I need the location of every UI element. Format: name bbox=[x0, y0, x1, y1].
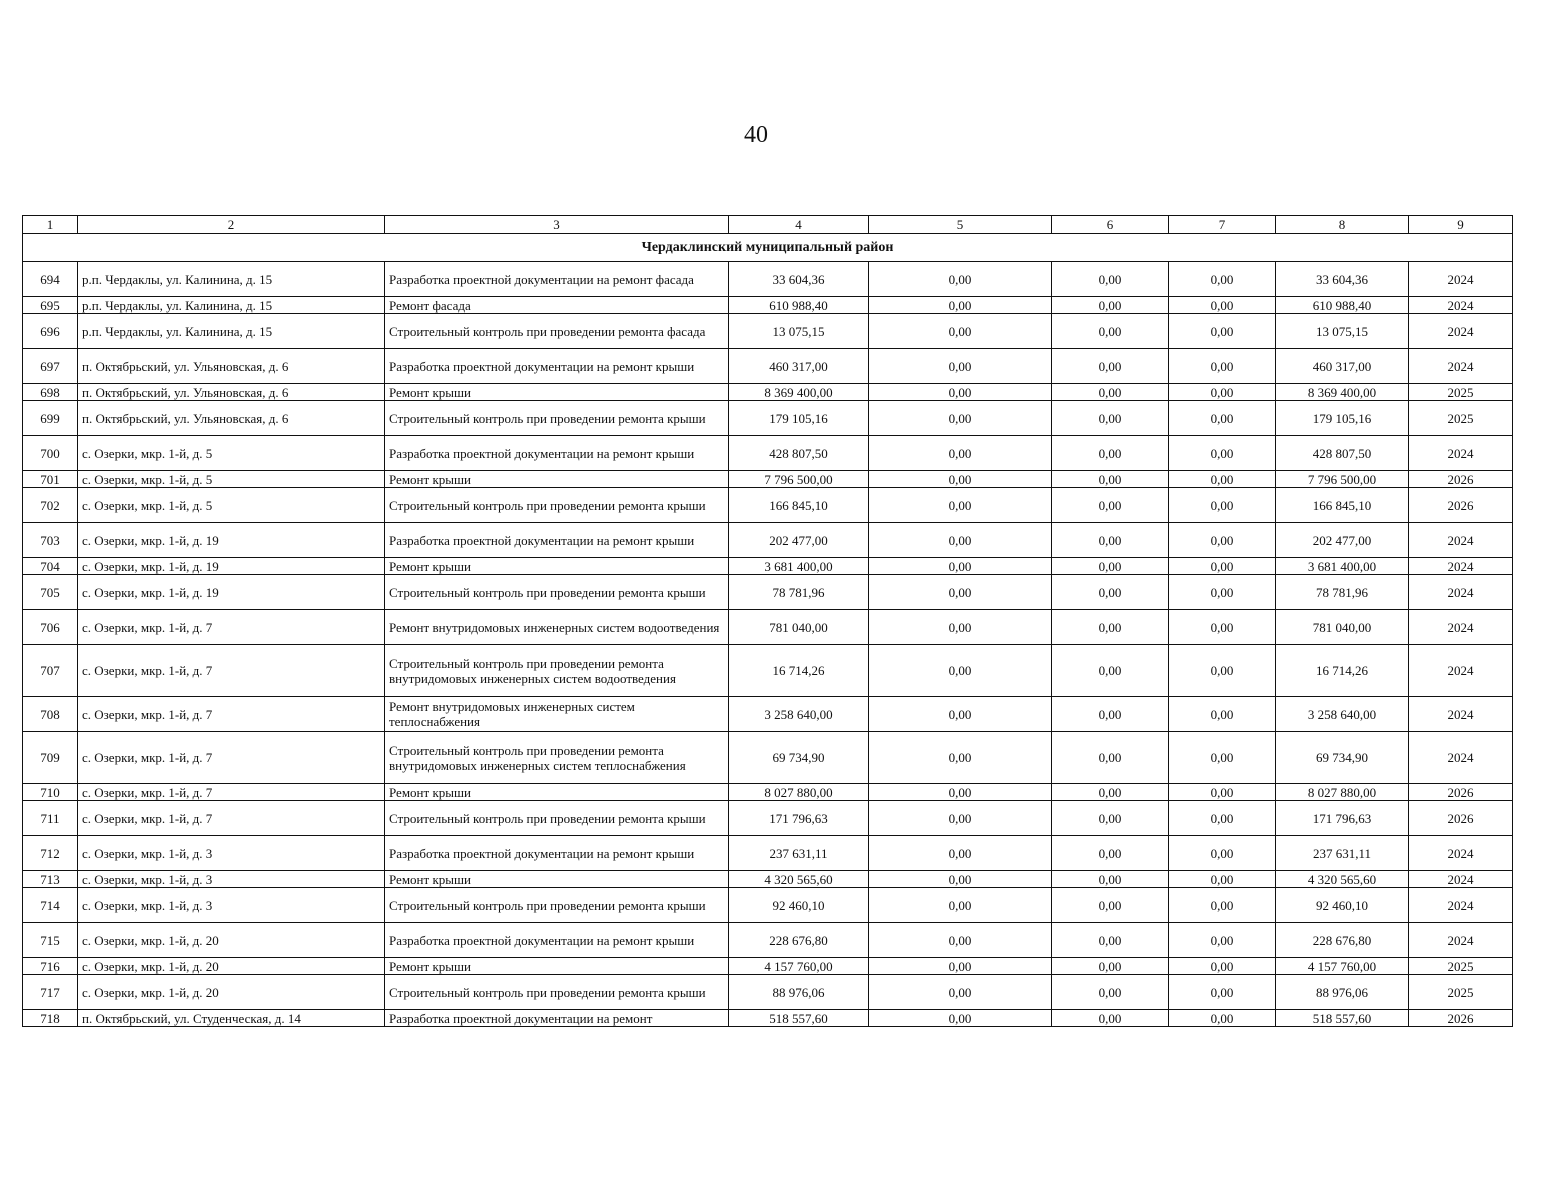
table-row bbox=[23, 575, 1513, 610]
address-cell: с. Озерки, мкр. 1-й, д. 19 bbox=[78, 575, 385, 610]
amount-col7: 0,00 bbox=[1169, 471, 1276, 488]
row-number: 708 bbox=[23, 697, 78, 732]
row-number: 716 bbox=[23, 958, 78, 975]
amount-col6: 0,00 bbox=[1052, 975, 1169, 1010]
amount-col6: 0,00 bbox=[1052, 958, 1169, 975]
row-number: 695 bbox=[23, 297, 78, 314]
table-row bbox=[23, 314, 1513, 349]
amount-col7: 0,00 bbox=[1169, 732, 1276, 784]
amount-col5: 0,00 bbox=[869, 575, 1052, 610]
amount-col8: 781 040,00 bbox=[1276, 610, 1409, 645]
amount-col7: 0,00 bbox=[1169, 436, 1276, 471]
amount-col8: 7 796 500,00 bbox=[1276, 471, 1409, 488]
amount-col5: 0,00 bbox=[869, 401, 1052, 436]
amount-col8: 33 604,36 bbox=[1276, 262, 1409, 297]
amount-col5: 0,00 bbox=[869, 262, 1052, 297]
amount-col7: 0,00 bbox=[1169, 888, 1276, 923]
amount-col5: 0,00 bbox=[869, 645, 1052, 697]
address-cell: с. Озерки, мкр. 1-й, д. 5 bbox=[78, 471, 385, 488]
table-row bbox=[23, 436, 1513, 471]
row-number: 694 bbox=[23, 262, 78, 297]
work-type-cell: Строительный контроль при проведении ремонта крыши bbox=[385, 975, 729, 1010]
work-type-cell: Строительный контроль при проведении ремонта фасада bbox=[385, 314, 729, 349]
work-type-cell: Строительный контроль при проведении ремонта крыши bbox=[385, 801, 729, 836]
amount-col8: 8 369 400,00 bbox=[1276, 384, 1409, 401]
amount-col5: 0,00 bbox=[869, 297, 1052, 314]
amount-col5: 0,00 bbox=[869, 888, 1052, 923]
year-cell: 2024 bbox=[1409, 558, 1513, 575]
address-cell: с. Озерки, мкр. 1-й, д. 3 bbox=[78, 871, 385, 888]
amount-col6: 0,00 bbox=[1052, 732, 1169, 784]
table-row bbox=[23, 958, 1513, 975]
amount-total: 202 477,00 bbox=[729, 523, 869, 558]
amount-col7: 0,00 bbox=[1169, 975, 1276, 1010]
amount-col7: 0,00 bbox=[1169, 297, 1276, 314]
table-row bbox=[23, 645, 1513, 697]
amount-col8: 202 477,00 bbox=[1276, 523, 1409, 558]
amount-col8: 237 631,11 bbox=[1276, 836, 1409, 871]
row-number: 696 bbox=[23, 314, 78, 349]
amount-col7: 0,00 bbox=[1169, 314, 1276, 349]
year-cell: 2026 bbox=[1409, 784, 1513, 801]
year-cell: 2024 bbox=[1409, 923, 1513, 958]
row-number: 707 bbox=[23, 645, 78, 697]
year-cell: 2026 bbox=[1409, 801, 1513, 836]
table-row bbox=[23, 488, 1513, 523]
amount-col8: 460 317,00 bbox=[1276, 349, 1409, 384]
amount-col8: 3 258 640,00 bbox=[1276, 697, 1409, 732]
address-cell: с. Озерки, мкр. 1-й, д. 20 bbox=[78, 958, 385, 975]
amount-col5: 0,00 bbox=[869, 697, 1052, 732]
row-number: 697 bbox=[23, 349, 78, 384]
amount-col8: 428 807,50 bbox=[1276, 436, 1409, 471]
amount-col5: 0,00 bbox=[869, 923, 1052, 958]
row-number: 704 bbox=[23, 558, 78, 575]
address-cell: с. Озерки, мкр. 1-й, д. 7 bbox=[78, 732, 385, 784]
amount-total: 7 796 500,00 bbox=[729, 471, 869, 488]
year-cell: 2024 bbox=[1409, 610, 1513, 645]
table-row bbox=[23, 401, 1513, 436]
address-cell: с. Озерки, мкр. 1-й, д. 7 bbox=[78, 697, 385, 732]
amount-col6: 0,00 bbox=[1052, 888, 1169, 923]
year-cell: 2025 bbox=[1409, 401, 1513, 436]
column-number: 1 bbox=[23, 216, 78, 234]
column-number: 5 bbox=[869, 216, 1052, 234]
amount-col6: 0,00 bbox=[1052, 1010, 1169, 1027]
table-row bbox=[23, 1010, 1513, 1027]
work-type-cell: Разработка проектной документации на ремонт крыши bbox=[385, 836, 729, 871]
amount-col8: 92 460,10 bbox=[1276, 888, 1409, 923]
work-type-cell: Разработка проектной документации на ремонт крыши bbox=[385, 436, 729, 471]
amount-col8: 13 075,15 bbox=[1276, 314, 1409, 349]
amount-col8: 69 734,90 bbox=[1276, 732, 1409, 784]
amount-total: 228 676,80 bbox=[729, 923, 869, 958]
amount-col8: 3 681 400,00 bbox=[1276, 558, 1409, 575]
column-number: 7 bbox=[1169, 216, 1276, 234]
table-row bbox=[23, 871, 1513, 888]
work-type-cell: Разработка проектной документации на ремонт крыши bbox=[385, 923, 729, 958]
year-cell: 2026 bbox=[1409, 1010, 1513, 1027]
amount-col7: 0,00 bbox=[1169, 262, 1276, 297]
amount-col8: 610 988,40 bbox=[1276, 297, 1409, 314]
year-cell: 2024 bbox=[1409, 697, 1513, 732]
address-cell: с. Озерки, мкр. 1-й, д. 19 bbox=[78, 523, 385, 558]
amount-total: 13 075,15 bbox=[729, 314, 869, 349]
address-cell: р.п. Чердаклы, ул. Калинина, д. 15 bbox=[78, 297, 385, 314]
table-row bbox=[23, 297, 1513, 314]
table-row bbox=[23, 610, 1513, 645]
amount-col7: 0,00 bbox=[1169, 575, 1276, 610]
address-cell: п. Октябрьский, ул. Ульяновская, д. 6 bbox=[78, 384, 385, 401]
table-row bbox=[23, 697, 1513, 732]
year-cell: 2024 bbox=[1409, 297, 1513, 314]
address-cell: п. Октябрьский, ул. Ульяновская, д. 6 bbox=[78, 401, 385, 436]
amount-total: 166 845,10 bbox=[729, 488, 869, 523]
row-number: 698 bbox=[23, 384, 78, 401]
amount-col6: 0,00 bbox=[1052, 871, 1169, 888]
amount-col6: 0,00 bbox=[1052, 488, 1169, 523]
row-number: 713 bbox=[23, 871, 78, 888]
amount-col6: 0,00 bbox=[1052, 575, 1169, 610]
work-type-cell: Ремонт крыши bbox=[385, 384, 729, 401]
row-number: 701 bbox=[23, 471, 78, 488]
table-row bbox=[23, 349, 1513, 384]
amount-col6: 0,00 bbox=[1052, 645, 1169, 697]
amount-col6: 0,00 bbox=[1052, 610, 1169, 645]
amount-total: 610 988,40 bbox=[729, 297, 869, 314]
year-cell: 2024 bbox=[1409, 888, 1513, 923]
amount-col5: 0,00 bbox=[869, 975, 1052, 1010]
address-cell: с. Озерки, мкр. 1-й, д. 7 bbox=[78, 784, 385, 801]
table-row bbox=[23, 558, 1513, 575]
address-cell: п. Октябрьский, ул. Ульяновская, д. 6 bbox=[78, 349, 385, 384]
page-number: 40 bbox=[744, 122, 768, 148]
address-cell: с. Озерки, мкр. 1-й, д. 20 bbox=[78, 975, 385, 1010]
amount-col5: 0,00 bbox=[869, 314, 1052, 349]
amount-col7: 0,00 bbox=[1169, 610, 1276, 645]
amount-col5: 0,00 bbox=[869, 436, 1052, 471]
amount-col6: 0,00 bbox=[1052, 784, 1169, 801]
amount-total: 428 807,50 bbox=[729, 436, 869, 471]
amount-col6: 0,00 bbox=[1052, 384, 1169, 401]
year-cell: 2025 bbox=[1409, 975, 1513, 1010]
amount-col8: 171 796,63 bbox=[1276, 801, 1409, 836]
address-cell: с. Озерки, мкр. 1-й, д. 5 bbox=[78, 488, 385, 523]
amount-col5: 0,00 bbox=[869, 732, 1052, 784]
row-number: 711 bbox=[23, 801, 78, 836]
table-row bbox=[23, 384, 1513, 401]
amount-col7: 0,00 bbox=[1169, 801, 1276, 836]
row-number: 700 bbox=[23, 436, 78, 471]
work-type-cell: Ремонт внутридомовых инженерных систем теплоснабжения bbox=[385, 697, 729, 732]
year-cell: 2024 bbox=[1409, 732, 1513, 784]
year-cell: 2025 bbox=[1409, 958, 1513, 975]
amount-col6: 0,00 bbox=[1052, 262, 1169, 297]
amount-col6: 0,00 bbox=[1052, 801, 1169, 836]
row-number: 717 bbox=[23, 975, 78, 1010]
row-number: 703 bbox=[23, 523, 78, 558]
amount-total: 4 157 760,00 bbox=[729, 958, 869, 975]
year-cell: 2025 bbox=[1409, 384, 1513, 401]
amount-col5: 0,00 bbox=[869, 958, 1052, 975]
amount-total: 69 734,90 bbox=[729, 732, 869, 784]
column-number: 6 bbox=[1052, 216, 1169, 234]
address-cell: с. Озерки, мкр. 1-й, д. 20 bbox=[78, 923, 385, 958]
table-row bbox=[23, 784, 1513, 801]
year-cell: 2024 bbox=[1409, 836, 1513, 871]
amount-total: 518 557,60 bbox=[729, 1010, 869, 1027]
amount-col6: 0,00 bbox=[1052, 349, 1169, 384]
row-number: 710 bbox=[23, 784, 78, 801]
row-number: 699 bbox=[23, 401, 78, 436]
amount-col5: 0,00 bbox=[869, 1010, 1052, 1027]
amount-total: 3 681 400,00 bbox=[729, 558, 869, 575]
table-row bbox=[23, 732, 1513, 784]
column-number: 8 bbox=[1276, 216, 1409, 234]
row-number: 715 bbox=[23, 923, 78, 958]
work-type-cell: Разработка проектной документации на ремонт фасада bbox=[385, 262, 729, 297]
amount-col8: 16 714,26 bbox=[1276, 645, 1409, 697]
year-cell: 2024 bbox=[1409, 645, 1513, 697]
amount-col7: 0,00 bbox=[1169, 401, 1276, 436]
amount-total: 78 781,96 bbox=[729, 575, 869, 610]
year-cell: 2024 bbox=[1409, 523, 1513, 558]
amount-col8: 88 976,06 bbox=[1276, 975, 1409, 1010]
amount-col6: 0,00 bbox=[1052, 697, 1169, 732]
amount-col6: 0,00 bbox=[1052, 314, 1169, 349]
table-row bbox=[23, 836, 1513, 871]
amount-col6: 0,00 bbox=[1052, 836, 1169, 871]
amount-col7: 0,00 bbox=[1169, 836, 1276, 871]
amount-col7: 0,00 bbox=[1169, 645, 1276, 697]
work-type-cell: Строительный контроль при проведении ремонта крыши bbox=[385, 575, 729, 610]
amount-col7: 0,00 bbox=[1169, 349, 1276, 384]
address-cell: с. Озерки, мкр. 1-й, д. 19 bbox=[78, 558, 385, 575]
amount-col7: 0,00 bbox=[1169, 784, 1276, 801]
amount-col7: 0,00 bbox=[1169, 523, 1276, 558]
work-type-cell: Строительный контроль при проведении ремонта крыши bbox=[385, 488, 729, 523]
year-cell: 2024 bbox=[1409, 262, 1513, 297]
work-type-cell: Ремонт крыши bbox=[385, 558, 729, 575]
amount-col7: 0,00 bbox=[1169, 871, 1276, 888]
table-row bbox=[23, 888, 1513, 923]
column-number: 3 bbox=[385, 216, 729, 234]
column-number-row bbox=[23, 216, 1513, 234]
address-cell: с. Озерки, мкр. 1-й, д. 3 bbox=[78, 888, 385, 923]
year-cell: 2024 bbox=[1409, 871, 1513, 888]
address-cell: п. Октябрьский, ул. Студенческая, д. 14 bbox=[78, 1010, 385, 1027]
column-number: 4 bbox=[729, 216, 869, 234]
work-type-cell: Строительный контроль при проведении ремонта внутридомовых инженерных систем теплоснабжения bbox=[385, 732, 729, 784]
row-number: 709 bbox=[23, 732, 78, 784]
amount-total: 4 320 565,60 bbox=[729, 871, 869, 888]
amount-col5: 0,00 bbox=[869, 836, 1052, 871]
address-cell: с. Озерки, мкр. 1-й, д. 5 bbox=[78, 436, 385, 471]
amount-col7: 0,00 bbox=[1169, 958, 1276, 975]
year-cell: 2024 bbox=[1409, 575, 1513, 610]
year-cell: 2026 bbox=[1409, 471, 1513, 488]
year-cell: 2024 bbox=[1409, 436, 1513, 471]
amount-total: 8 369 400,00 bbox=[729, 384, 869, 401]
row-number: 706 bbox=[23, 610, 78, 645]
work-type-cell: Ремонт фасада bbox=[385, 297, 729, 314]
amount-col7: 0,00 bbox=[1169, 488, 1276, 523]
amount-total: 16 714,26 bbox=[729, 645, 869, 697]
amount-col8: 518 557,60 bbox=[1276, 1010, 1409, 1027]
row-number: 712 bbox=[23, 836, 78, 871]
address-cell: р.п. Чердаклы, ул. Калинина, д. 15 bbox=[78, 314, 385, 349]
amount-col5: 0,00 bbox=[869, 610, 1052, 645]
amount-col7: 0,00 bbox=[1169, 923, 1276, 958]
amount-col7: 0,00 bbox=[1169, 558, 1276, 575]
amount-total: 8 027 880,00 bbox=[729, 784, 869, 801]
amount-col7: 0,00 bbox=[1169, 1010, 1276, 1027]
amount-total: 88 976,06 bbox=[729, 975, 869, 1010]
year-cell: 2026 bbox=[1409, 488, 1513, 523]
work-type-cell: Разработка проектной документации на ремонт bbox=[385, 1010, 729, 1027]
address-cell: с. Озерки, мкр. 1-й, д. 3 bbox=[78, 836, 385, 871]
register-table bbox=[22, 215, 1513, 1027]
amount-col8: 8 027 880,00 bbox=[1276, 784, 1409, 801]
amount-col5: 0,00 bbox=[869, 471, 1052, 488]
table-row bbox=[23, 975, 1513, 1010]
amount-col6: 0,00 bbox=[1052, 923, 1169, 958]
amount-total: 171 796,63 bbox=[729, 801, 869, 836]
section-row bbox=[23, 234, 1513, 262]
row-number: 718 bbox=[23, 1010, 78, 1027]
table-row bbox=[23, 923, 1513, 958]
amount-col8: 228 676,80 bbox=[1276, 923, 1409, 958]
amount-col6: 0,00 bbox=[1052, 401, 1169, 436]
section-title: Чердаклинский муниципальный район bbox=[23, 234, 1513, 262]
column-number: 2 bbox=[78, 216, 385, 234]
amount-col7: 0,00 bbox=[1169, 384, 1276, 401]
amount-col6: 0,00 bbox=[1052, 523, 1169, 558]
work-type-cell: Ремонт крыши bbox=[385, 784, 729, 801]
table-row bbox=[23, 523, 1513, 558]
table-row bbox=[23, 262, 1513, 297]
amount-col5: 0,00 bbox=[869, 871, 1052, 888]
amount-total: 179 105,16 bbox=[729, 401, 869, 436]
work-type-cell: Ремонт внутридомовых инженерных систем водоотведения bbox=[385, 610, 729, 645]
amount-col5: 0,00 bbox=[869, 784, 1052, 801]
table-row bbox=[23, 471, 1513, 488]
address-cell: р.п. Чердаклы, ул. Калинина, д. 15 bbox=[78, 262, 385, 297]
amount-col6: 0,00 bbox=[1052, 297, 1169, 314]
amount-total: 3 258 640,00 bbox=[729, 697, 869, 732]
amount-col6: 0,00 bbox=[1052, 471, 1169, 488]
amount-col6: 0,00 bbox=[1052, 558, 1169, 575]
amount-total: 33 604,36 bbox=[729, 262, 869, 297]
amount-col5: 0,00 bbox=[869, 488, 1052, 523]
amount-col8: 4 157 760,00 bbox=[1276, 958, 1409, 975]
work-type-cell: Разработка проектной документации на ремонт крыши bbox=[385, 349, 729, 384]
row-number: 702 bbox=[23, 488, 78, 523]
amount-col8: 166 845,10 bbox=[1276, 488, 1409, 523]
row-number: 714 bbox=[23, 888, 78, 923]
amount-total: 237 631,11 bbox=[729, 836, 869, 871]
amount-total: 781 040,00 bbox=[729, 610, 869, 645]
amount-col7: 0,00 bbox=[1169, 697, 1276, 732]
address-cell: с. Озерки, мкр. 1-й, д. 7 bbox=[78, 610, 385, 645]
amount-col5: 0,00 bbox=[869, 384, 1052, 401]
work-type-cell: Разработка проектной документации на ремонт крыши bbox=[385, 523, 729, 558]
row-number: 705 bbox=[23, 575, 78, 610]
address-cell: с. Озерки, мкр. 1-й, д. 7 bbox=[78, 801, 385, 836]
work-type-cell: Строительный контроль при проведении ремонта крыши bbox=[385, 888, 729, 923]
work-type-cell: Ремонт крыши bbox=[385, 471, 729, 488]
amount-col5: 0,00 bbox=[869, 801, 1052, 836]
column-number: 9 bbox=[1409, 216, 1513, 234]
amount-col6: 0,00 bbox=[1052, 436, 1169, 471]
amount-total: 460 317,00 bbox=[729, 349, 869, 384]
amount-col8: 78 781,96 bbox=[1276, 575, 1409, 610]
table-row bbox=[23, 801, 1513, 836]
amount-col8: 4 320 565,60 bbox=[1276, 871, 1409, 888]
year-cell: 2024 bbox=[1409, 314, 1513, 349]
address-cell: с. Озерки, мкр. 1-й, д. 7 bbox=[78, 645, 385, 697]
work-type-cell: Строительный контроль при проведении ремонта крыши bbox=[385, 401, 729, 436]
work-type-cell: Ремонт крыши bbox=[385, 871, 729, 888]
year-cell: 2024 bbox=[1409, 349, 1513, 384]
amount-col8: 179 105,16 bbox=[1276, 401, 1409, 436]
amount-col5: 0,00 bbox=[869, 349, 1052, 384]
amount-col5: 0,00 bbox=[869, 523, 1052, 558]
work-type-cell: Ремонт крыши bbox=[385, 958, 729, 975]
amount-total: 92 460,10 bbox=[729, 888, 869, 923]
amount-col5: 0,00 bbox=[869, 558, 1052, 575]
work-type-cell: Строительный контроль при проведении ремонта внутридомовых инженерных систем водоотведения bbox=[385, 645, 729, 697]
